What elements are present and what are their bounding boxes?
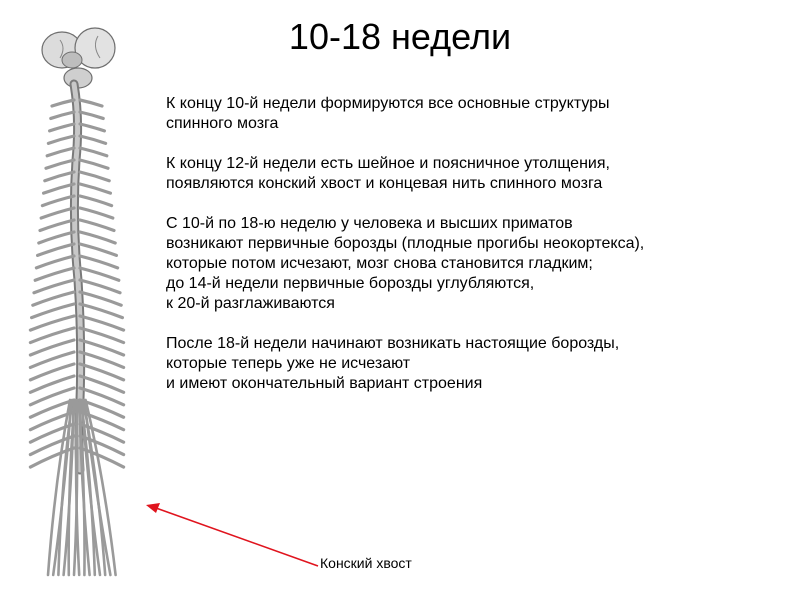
slide-title: 10-18 недели <box>288 16 512 57</box>
cauda-equina-arrow <box>146 503 318 566</box>
nerve-root <box>52 100 74 106</box>
nerve-root <box>80 208 113 218</box>
nerve-root <box>80 112 103 118</box>
text-line: К концу 12-й недели есть шейное и поясничное утолщения, <box>166 155 610 172</box>
nerve-root <box>80 256 118 268</box>
nerve-root <box>80 160 108 168</box>
nerve-root <box>32 304 74 318</box>
text-line: появляются конский хвост и концевая нить спинного мозга <box>166 175 603 192</box>
nerve-root <box>36 256 74 268</box>
nerve-root <box>35 268 74 280</box>
text-line: К концу 10-й недели формируются все основные структуры <box>166 95 610 112</box>
nerve-root <box>47 148 74 156</box>
nerve-root <box>41 208 74 218</box>
nerve-root <box>40 220 74 231</box>
nerve-root <box>80 316 124 330</box>
nerve-root <box>30 316 74 330</box>
nerve-root <box>80 136 106 143</box>
text-line: к 20-й разглаживаются <box>166 295 335 312</box>
cauda-equina-caption: Конский хвост <box>320 555 412 571</box>
nerve-root <box>80 184 110 193</box>
text-line: до 14-й недели первичные борозды углубляются, <box>166 275 535 292</box>
nerve-root <box>42 196 74 206</box>
body-text <box>166 94 786 414</box>
nerve-root <box>80 292 121 305</box>
nerve-root <box>80 148 107 156</box>
nerve-root <box>34 280 74 293</box>
nerve-root <box>39 232 74 243</box>
paragraph-2 <box>166 154 786 194</box>
nerve-root <box>80 124 104 131</box>
nerve-root <box>80 244 116 255</box>
text-line: спинного мозга <box>166 115 279 132</box>
nerve-root <box>80 268 119 280</box>
text-line: возникают первичные борозды (плодные прогибы неокортекса), <box>166 235 645 252</box>
nerve-root <box>80 220 114 231</box>
paragraph-3 <box>166 214 786 314</box>
nerve-root <box>51 112 74 118</box>
nerve-root <box>45 172 74 181</box>
nerve-root <box>80 172 109 181</box>
text-line: которые теперь уже не исчезают <box>166 355 411 372</box>
nerve-root <box>48 136 74 143</box>
text-line: С 10-й по 18-ю неделю у человека и высших приматов <box>166 215 573 232</box>
nerve-root <box>33 292 74 305</box>
text-line: которые потом исчезают, мозг снова становится гладким; <box>166 255 593 272</box>
nerve-root <box>80 232 115 243</box>
nerve-root <box>80 280 120 293</box>
text-line: и имеют окончательный вариант строения <box>166 375 483 392</box>
nerve-root <box>80 304 122 318</box>
nerve-root <box>80 196 112 206</box>
brain-shape <box>42 28 115 88</box>
text-line: После 18-й недели начинают возникать настоящие борозды, <box>166 335 620 352</box>
nerve-root <box>44 184 74 193</box>
paragraph-4 <box>166 334 786 394</box>
nerve-root <box>80 100 102 106</box>
nerve-root <box>46 160 74 168</box>
paragraph-1 <box>166 94 786 134</box>
nerve-root <box>38 244 74 255</box>
nerve-root <box>50 124 74 131</box>
